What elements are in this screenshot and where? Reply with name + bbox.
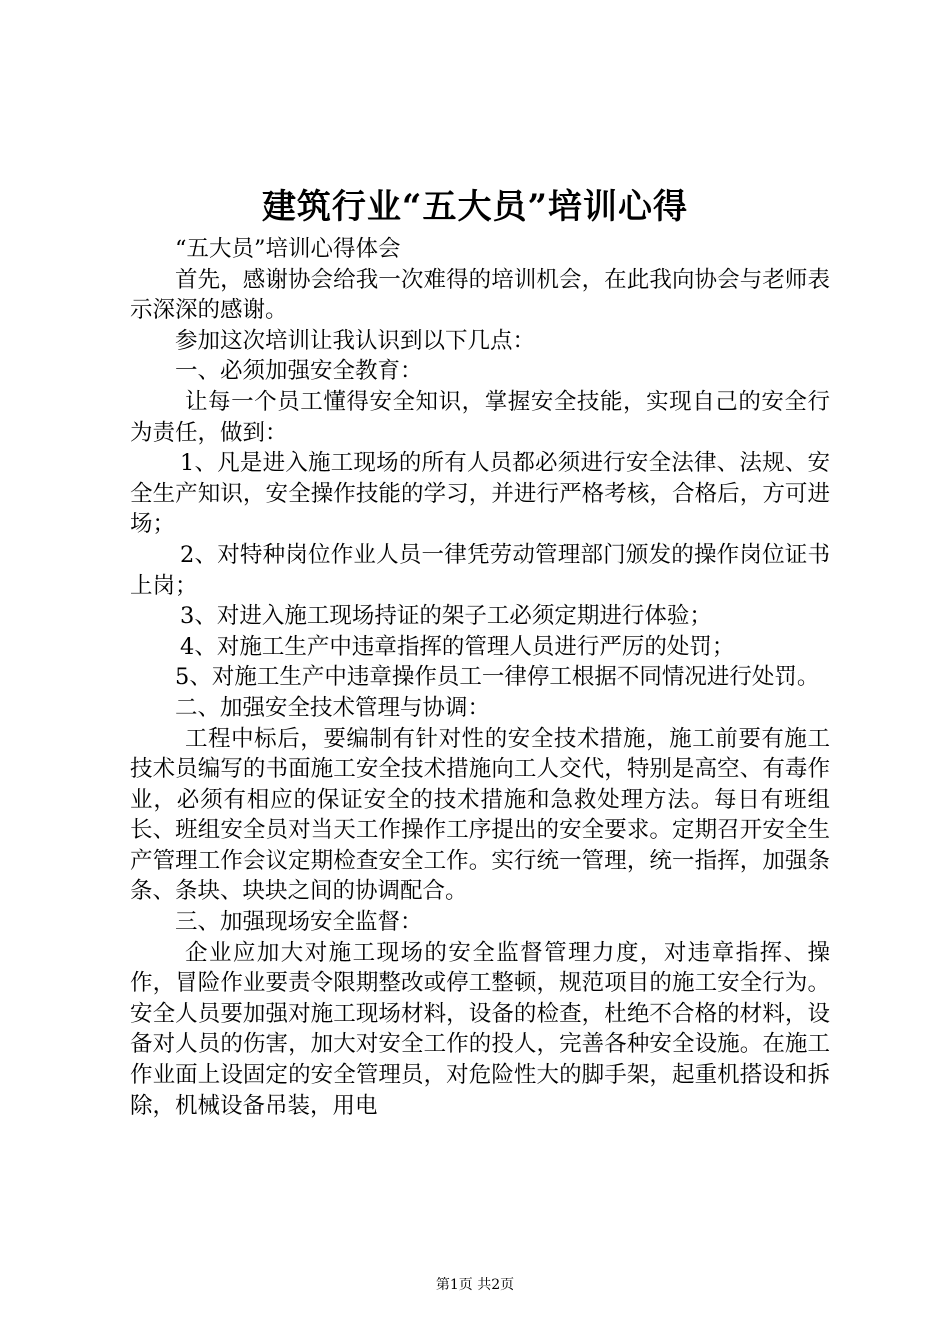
paragraph-section-2: 工程中标后，要编制有针对性的安全技术措施，施工前要有施工技术员编写的书面施工安全技术措施向工人交代，特别是高空、有毒作业，必须有相应的保证安全的技术措施和急救处理方法。每日有班组长、班组安全员对当天工作操作工序提出的安全要求。定期召开安全生产管理工作会议定期检查安全工作。实行统一管理，统一指挥，加强条条、条块、块块之间的协调配合。 (130, 725, 830, 905)
paragraph-thanks: 首先，感谢协会给我一次难得的培训机会，在此我向协会与老师表示深深的感谢。 (130, 266, 830, 324)
document-body (130, 234, 830, 1121)
section-heading-2: 二、加强安全技术管理与协调： (175, 694, 491, 721)
page-number-footer: 第1页 共2页 (435, 1277, 515, 1293)
paragraph-section-1: 让每一个员工懂得安全知识，掌握安全技能，实现自己的安全行为责任，做到： (130, 388, 830, 446)
list-item-5: 5、对施工生产中违章操作员工一律停工根据不同情况进行处罚。 (175, 664, 820, 691)
paragraph-intro: 参加这次培训让我认识到以下几点： (175, 327, 536, 354)
section-heading-1: 一、必须加强安全教育： (175, 358, 423, 385)
list-item-1: 1、凡是进入施工现场的所有人员都必须进行安全法律、法规、安全生产知识，安全操作技能的学习，并进行严格考核，合格后，方可进场； (130, 450, 830, 538)
paragraph-section-3: 企业应加大对施工现场的安全监督管理力度，对违章指挥、操作，冒险作业要责令限期整改或停工整顿，规范项目的施工安全行为。安全人员要加强对施工现场材料，设备的检查，杜绝不合格的材料，设备对人员的伤害，加大对安全工作的投人，完善各种安全设施。在施工作业面上设固定的安全管理员，对危险性大的脚手架，起重机搭设和拆除，机械设备吊装，用电 (130, 939, 830, 1119)
document-title: 建筑行业“五大员”培训心得 (261, 187, 689, 227)
list-item-4: 4、对施工生产中违章指挥的管理人员进行严厉的处罚； (180, 633, 735, 660)
list-item-2: 2、对特种岗位作业人员一律凭劳动管理部门颁发的操作岗位证书上岗； (130, 541, 830, 599)
section-heading-3: 三、加强现场安全监督： (175, 909, 423, 936)
list-item-3: 3、对进入施工现场持证的架子工必须定期进行体验； (180, 603, 712, 630)
paragraph-subtitle: “五大员”培训心得体会 (175, 236, 401, 262)
